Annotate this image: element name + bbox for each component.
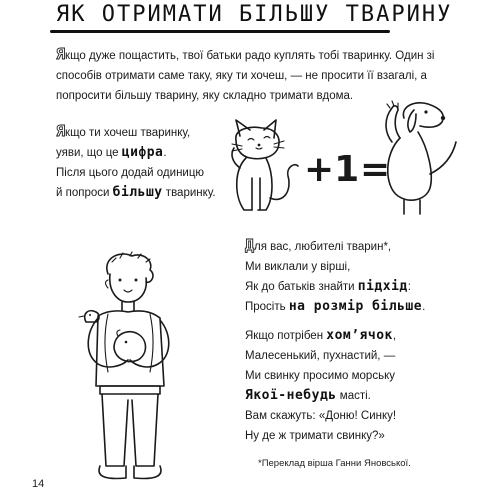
poem-line: Малесенький, пухнастий, — [245, 350, 396, 362]
wish-line-2-text: уяви, що це [56, 147, 122, 159]
poem-line [245, 297, 465, 317]
poem-line-end: : [407, 281, 411, 293]
page-number: 14 [32, 478, 45, 490]
phrase-one-size-bigger: на розмір більше [288, 299, 423, 314]
poem-stanza-2 [245, 326, 465, 446]
poem-stanza-1 [245, 235, 465, 317]
wish-line-1-text: кщо ти хочеш тваринку, [65, 127, 191, 139]
poem-line [245, 235, 465, 257]
poem-line-end: , [392, 330, 397, 342]
equals-sign: = [360, 149, 391, 190]
poem-line: Ну де ж тримати свинку?» [245, 430, 385, 442]
boy-with-guinea-pig-illustration [68, 252, 198, 484]
word-any-kind: Якої-небудь [245, 388, 337, 403]
word-approach: підхід [357, 279, 408, 294]
poem-line: Вам скажуть: «Доню! Синку! [245, 410, 397, 422]
poem-line-text: Просіть [245, 301, 289, 313]
poem-line [245, 386, 465, 406]
wish-line-2-end: . [163, 147, 167, 159]
footnote: *Переклад вірша Ганни Яновської. [258, 458, 411, 469]
plus-one-sign: +1 [304, 149, 360, 190]
word-digit: цифра [121, 145, 164, 160]
poem-line [245, 326, 465, 346]
wish-line-4-text: й попроси [56, 187, 113, 199]
word-bigger: більшу [112, 185, 163, 200]
wish-line-3: Після цього додай одиницю [56, 167, 205, 179]
poem-line [245, 277, 465, 297]
poem-drop-letter: Д [245, 236, 255, 254]
poem-line: Ми свинку просимо морську [245, 370, 395, 382]
wish-line-4-end: тваринку. [162, 187, 216, 199]
poem-line-text: Як до батьків знайти [245, 281, 358, 293]
poem-line-text: ля вас, любителі тварин*, [254, 241, 392, 253]
cat-illustration [212, 118, 302, 218]
poem-line-end: . [422, 301, 426, 313]
wish-drop-letter: Я [56, 122, 66, 140]
word-hamster: хом’ячок [326, 328, 393, 343]
poem-line-end: масті. [336, 390, 371, 402]
intro-drop-letter: Я [56, 45, 66, 63]
title-underline [50, 30, 390, 33]
page-title: ЯК ОТРИМАТИ БІЛЬШУ ТВАРИНУ [56, 2, 453, 27]
poem [245, 235, 465, 455]
dog-illustration [370, 96, 470, 221]
intro-text: кщо дуже пощастить, твої батьки радо куплять тобі тваринку. Один зі способів отримати саме таку, яку ти хочеш, — не просити її взагалі, а попросити більшу тварину, яку складно тримати вдома. [56, 50, 435, 102]
poem-line: Ми виклали у вірші, [245, 261, 351, 273]
poem-line-text: Якщо потрібен [245, 330, 327, 342]
